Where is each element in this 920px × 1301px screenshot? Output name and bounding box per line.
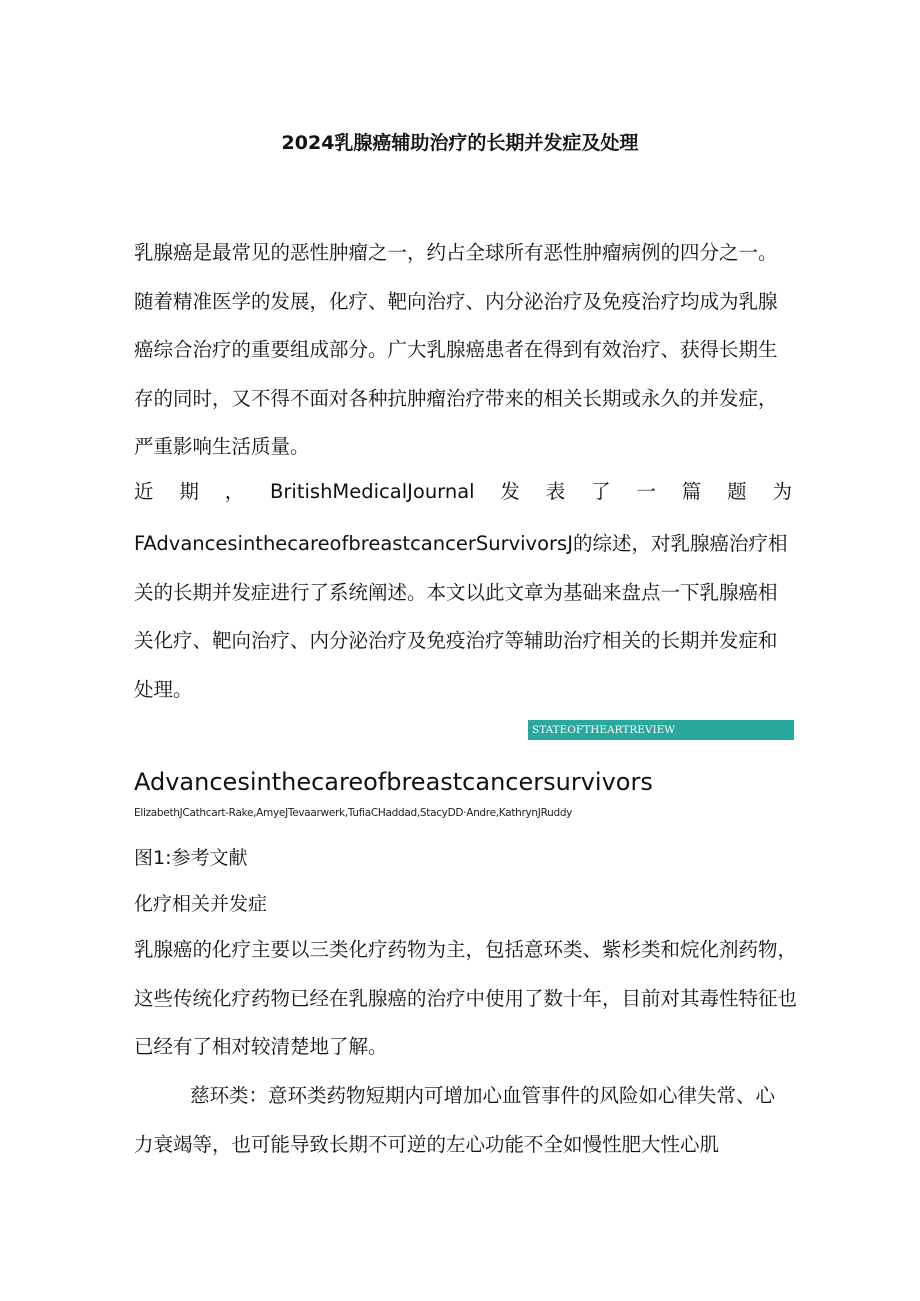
journal-line-word: 篇: [681, 480, 702, 503]
intro-paragraph: 乳腺癌是最常见的恶性肿瘤之一，约占全球所有恶性肿瘤病例的四分之一。随着精准医学的发展，化疗、靶向治疗、内分泌治疗及免疫治疗均成为乳腺癌综合治疗的重要组成部分。广大乳腺癌患者在得到有效治疗、获得长期生存的同时，又不得不面对各种抗肿瘤治疗带来的相关长期或永久的并发症，严重影响生活质量。: [134, 241, 778, 458]
journal-line-word: 表: [545, 480, 566, 503]
state-of-the-art-banner: STATEOFTHEARTREVIEW: [528, 720, 794, 740]
journal-paragraph: FAdvancesinthecareofbreastcancerSurvivorsJ的综述，对乳腺癌治疗相关的长期并发症进行了系统阐述。本文以此文章为基础来盘点一下乳腺癌相关化疗、靶向治疗、内分泌治疗及免疫治疗等辅助治疗相关的长期并发症和处理。: [134, 532, 788, 701]
journal-line-word: ，: [224, 480, 245, 503]
anthracycline-paragraph: 慈环类：意环类药物短期内可增加心血管事件的风险如心律失常、心力衰竭等，也可能导致长期不可逆的左心功能不全如慢性肥大性心肌: [134, 1084, 776, 1156]
article-title: Advancesinthecareofbreastcancersurvivors: [134, 768, 653, 796]
journal-line-word: 为: [772, 480, 792, 503]
journal-line-word: 发: [500, 480, 520, 503]
journal-justified-line: [134, 478, 792, 506]
section-heading: 化疗相关并发症: [134, 893, 268, 915]
document-title: 2024乳腺癌辅助治疗的长期并发症及处理: [281, 132, 639, 154]
journal-line-word: 期: [179, 480, 199, 503]
journal-line-word: 一: [636, 480, 656, 503]
journal-line-word: BritishMedicalJournal: [270, 480, 475, 503]
journal-line-word: 近: [134, 480, 154, 503]
chemo-paragraph: 乳腺癌的化疗主要以三类化疗药物为主，包括意环类、紫杉类和烷化剂药物，这些传统化疗药物已经在乳腺癌的治疗中使用了数十年，目前对其毒性特征也已经有了相对较清楚地了解。: [134, 938, 798, 1058]
journal-line-word: 题: [727, 480, 747, 503]
figure-caption: 图1:参考文献: [134, 847, 248, 869]
journal-line-word: 了: [591, 480, 611, 503]
article-authors: ElizabethJCathcart-Rake,AmyeJTevaarwerk,TufiaCHaddad,StacyDD·Andre,KathrynJRuddy: [134, 807, 573, 819]
